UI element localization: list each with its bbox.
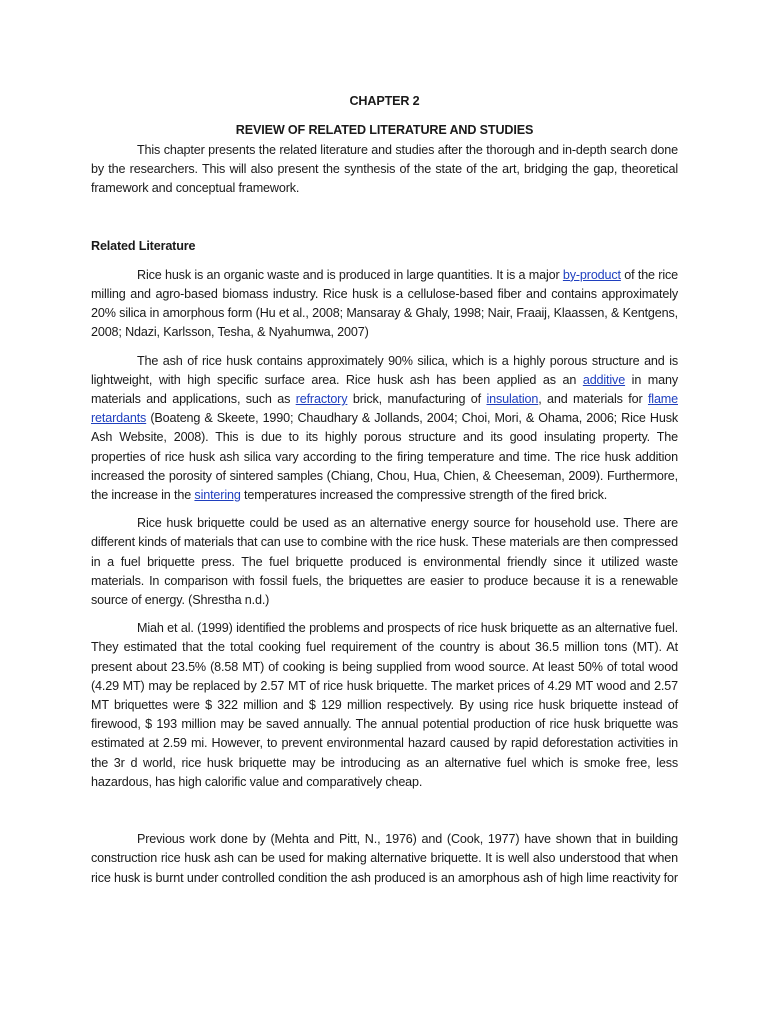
paragraph-briquette: Rice husk briquette could be used as an alternative energy source for household use. There are different kinds of materials that can use to combine with the rice husk. These materials are then compressed in a fuel briquette press. The fuel briquette produced is environmental friendly since it utilized waste materials. In comparison with fossil fuels, the briquettes are easier to produce because it is a renewable source of energy. (Shrestha n.d.) <box>91 516 678 608</box>
related-literature-heading: Related Literature <box>91 238 196 253</box>
document-body <box>91 92 678 888</box>
chapter-label: CHAPTER 2 <box>349 94 420 108</box>
link-insulation[interactable]: insulation <box>486 392 539 407</box>
link-refractory[interactable]: refractory <box>295 392 348 407</box>
paragraph-rice-husk <box>91 266 678 343</box>
paragraph-previous-work: Previous work done by (Mehta and Pitt, N., 1976) and (Cook, 1977) have shown that in building construction rice husk ash can be used for making alternative briquette. It is well also understood that when rice husk is burnt under controlled condition the ash produced is an amorphous ash of high lime reactivity for <box>91 832 678 885</box>
text-run: temperatures increased the compressive strength of the fired brick. <box>240 488 608 503</box>
paragraph-rice-husk-ash <box>91 352 678 506</box>
paragraph-miah: Miah et al. (1999) identified the problems and prospects of rice husk briquette as an alternative fuel. They estimated that the total cooking fuel requirement of the country is about 36.5 million tons (MT). At present about 23.5% (8.58 MT) of cooking is being supplied from wood source. At least 50% of total wood (4.29 MT) may be replaced by 2.57 MT of rice husk briquette. The market prices of 4.29 MT wood and 2.57 MT briquettes were $ 322 million and $ 129 million respectively. By using rice husk briquette instead of firewood, $ 193 million may be saved annually. The annual potential production of rice husk briquette was estimated at 2.59 mi. However, to prevent environmental hazard caused by rapid deforestation activities in the 3r d world, rice husk briquette may be introducing as an alternative fuel which is smoke free, less hazardous, has high calorific value and comparatively cheap. <box>91 621 678 789</box>
text-run: (Boateng & Skeete, 1990; Chaudhary & Jollands, 2004; Choi, Mori, & Ohama, 2006; Rice Husk Ash Website, 2008). This is due to its highly porous structure and its good insulating property. The properties of rice husk ash silica vary according to the firing temperature and time. The rice husk addition increased the porosity of sintered samples (Chiang, Chou, Hua, Chien, & Cheeseman, 2009). Furthermore, the increase in the <box>91 411 678 503</box>
link-by-product[interactable]: by-product <box>562 267 621 282</box>
link-sintering[interactable]: sintering <box>194 488 241 503</box>
link-flame-retardants[interactable]: flame retardants <box>91 392 678 426</box>
text-run: Rice husk is an organic waste and is produced in large quantities. It is a major <box>137 267 563 282</box>
text-run: in many materials and applications, such as <box>91 372 678 407</box>
text-run: The ash of rice husk contains approximately 90% silica, which is a highly porous structure and is lightweight, with high specific surface area. Rice husk ash has been applied as an <box>91 353 678 387</box>
intro-paragraph: This chapter presents the related literature and studies after the thorough and in-depth search done by the researchers. This will also present the synthesis of the state of the art, bridging the gap, theoretical framework and conceptual framework. <box>91 143 678 196</box>
text-run: , and materials for <box>538 392 648 407</box>
text-run: brick, manufacturing of <box>347 392 487 407</box>
link-additive[interactable]: additive <box>582 372 626 387</box>
section-title: REVIEW OF RELATED LITERATURE AND STUDIES <box>235 123 534 137</box>
text-run: of the rice milling and agro-based biomass industry. Rice husk is a cellulose-based fiber and contains approximately 20% silica in amorphous form (Hu et al., 2008; Mansaray & Ghaly, 1998; Nair, Fraaij, Klaassen, & Kentgens, 2008; Ndazi, Karlsson, Tesha, & Nyahumwa, 2007) <box>91 267 678 340</box>
